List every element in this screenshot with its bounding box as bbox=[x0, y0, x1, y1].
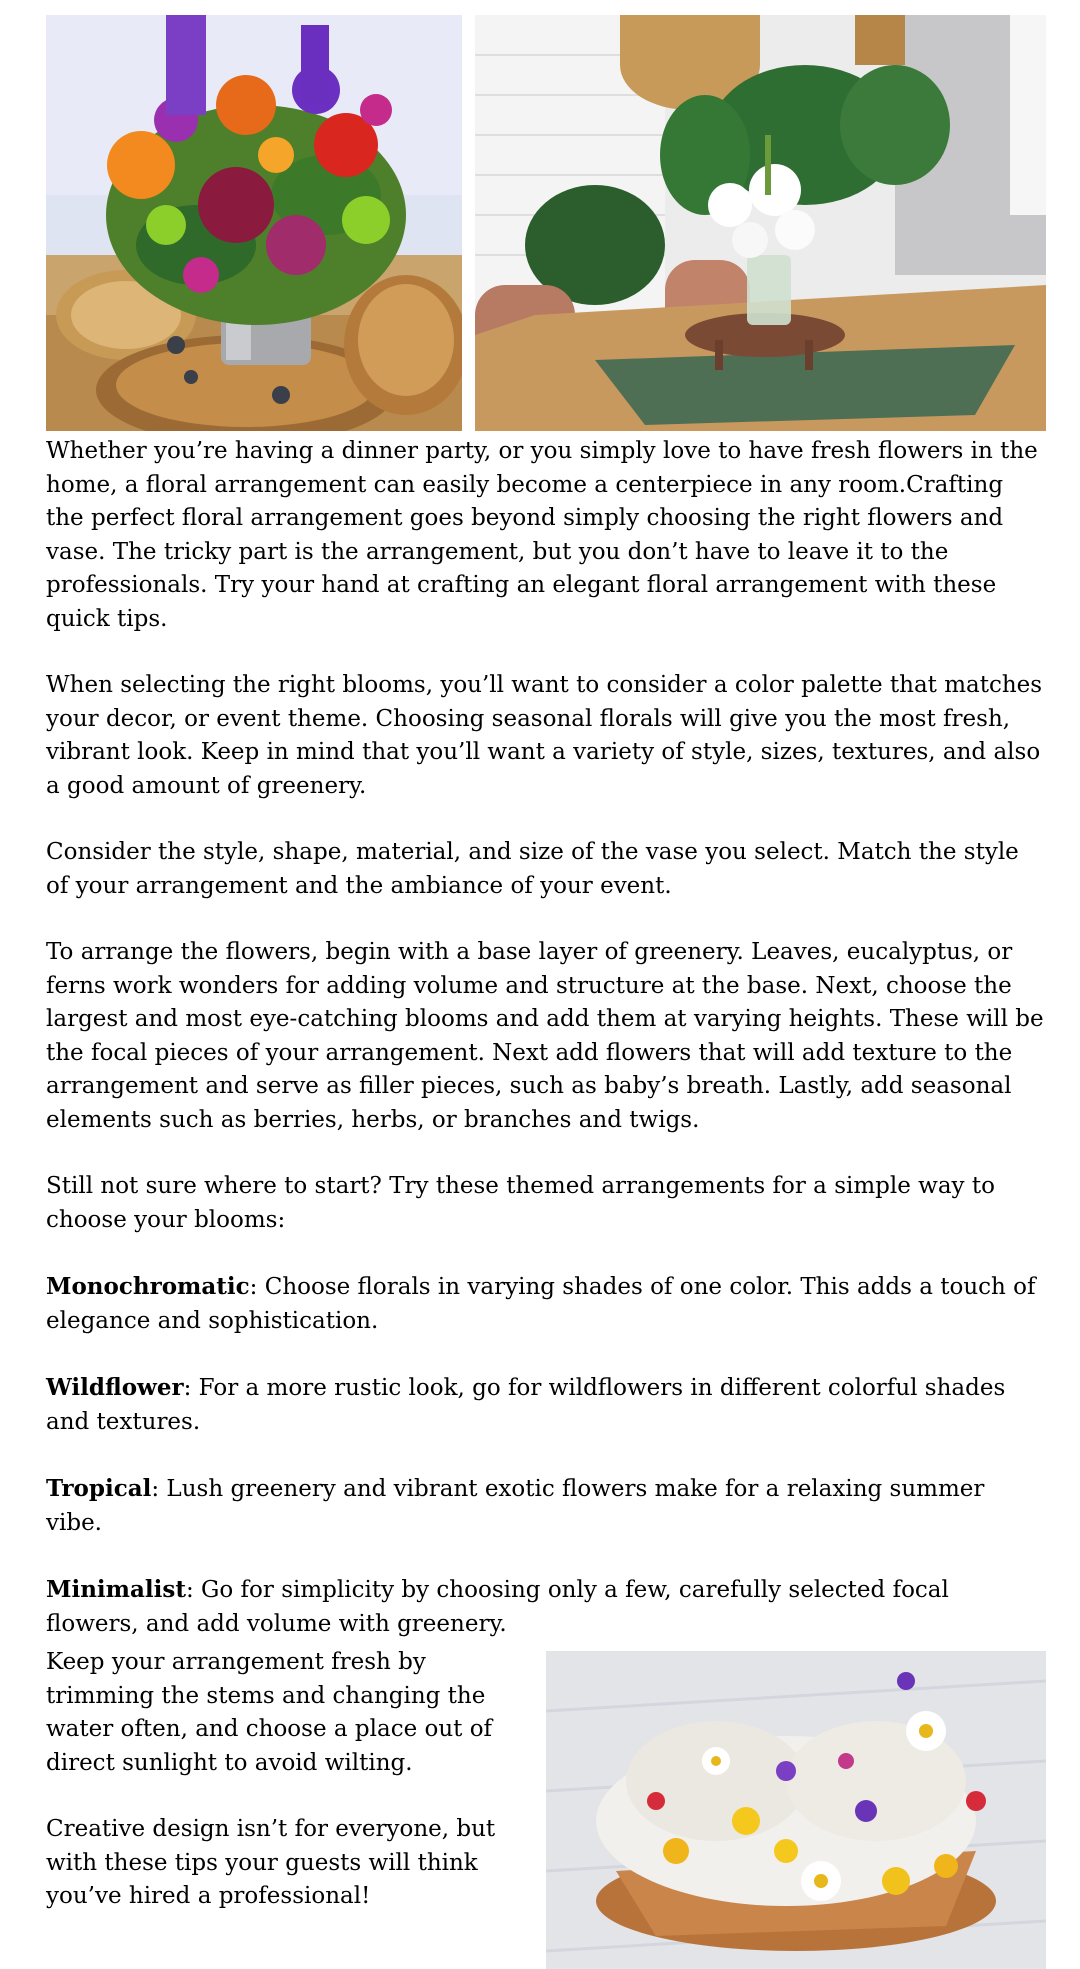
theme-description: : Go for simplicity by choosing only a few, carefully selected focal flowers, and add volume with greenery. bbox=[46, 1577, 949, 1637]
article-page bbox=[46, 15, 1046, 1969]
centerpiece-illustration bbox=[46, 15, 462, 431]
theme-monochromatic bbox=[46, 1270, 1046, 1338]
top-image-row bbox=[46, 15, 1046, 431]
basket-photo bbox=[546, 1651, 1046, 1969]
theme-wildflower bbox=[46, 1371, 1046, 1439]
basket-illustration bbox=[546, 1651, 1046, 1969]
blooms-paragraph: When selecting the right blooms, you’ll want to consider a color palette that matches your decor, or event theme. Choosing seasonal florals will give you the most fresh, vibrant look. Keep in mind that you’ll want a variety of style, sizes, textures, and also a good amount of greenery. bbox=[46, 672, 1043, 799]
intro-paragraph: Whether you’re having a dinner party, or you simply love to have fresh flowers in the home, a floral arrangement can easily become a centerpiece in any room.Crafting the perfect floral arrangement goes beyond simply choosing the right flowers and vase. The tricky part is the arrangement, but you don’t have to leave it to the professionals. Try your hand at crafting an elegant floral arrangement with these quick tips. bbox=[46, 438, 1038, 632]
final-paragraph: Creative design isn’t for everyone, but with these tips your guests will think you’ve hired a professional! bbox=[46, 1816, 496, 1909]
theme-name: Tropical bbox=[46, 1475, 152, 1502]
start-paragraph: Still not sure where to start? Try these themed arrangements for a simple way to choose your blooms: bbox=[46, 1173, 995, 1233]
dining-table-photo bbox=[475, 15, 1046, 431]
bottom-section bbox=[46, 1651, 1046, 1969]
article-body bbox=[46, 435, 1046, 1641]
theme-minimalist bbox=[46, 1573, 1046, 1641]
arrange-paragraph: To arrange the flowers, begin with a base layer of greenery. Leaves, eucalyptus, or ferns work wonders for adding volume and structure at the base. Next, choose the largest and most eye-catching blooms and add them at varying heights. These will be the focal pieces of your arrangement. Next add flowers that will add texture to the arrangement and serve as filler pieces, such as baby’s breath. Lastly, add seasonal elements such as berries, herbs, or branches and twigs. bbox=[46, 939, 1044, 1133]
theme-description: : Choose florals in varying shades of one color. This adds a touch of elegance and sophistication. bbox=[46, 1274, 1036, 1334]
centerpiece-photo bbox=[46, 15, 462, 431]
theme-description: : For a more rustic look, go for wildflowers in different colorful shades and textures. bbox=[46, 1375, 1006, 1435]
theme-name: Minimalist bbox=[46, 1576, 186, 1603]
dining-table-illustration bbox=[475, 15, 1046, 431]
vase-paragraph: Consider the style, shape, material, and size of the vase you select. Match the style of your arrangement and the ambiance of your event. bbox=[46, 839, 1019, 899]
theme-name: Wildflower bbox=[46, 1374, 184, 1401]
freshness-paragraph: Keep your arrangement fresh by trimming the stems and changing the water often, and choose a place out of direct sunlight to avoid wilting. bbox=[46, 1649, 493, 1776]
closing-text bbox=[46, 1646, 526, 1969]
theme-name: Monochromatic bbox=[46, 1273, 250, 1300]
theme-tropical bbox=[46, 1472, 1046, 1540]
theme-description: : Lush greenery and vibrant exotic flowers make for a relaxing summer vibe. bbox=[46, 1476, 985, 1536]
